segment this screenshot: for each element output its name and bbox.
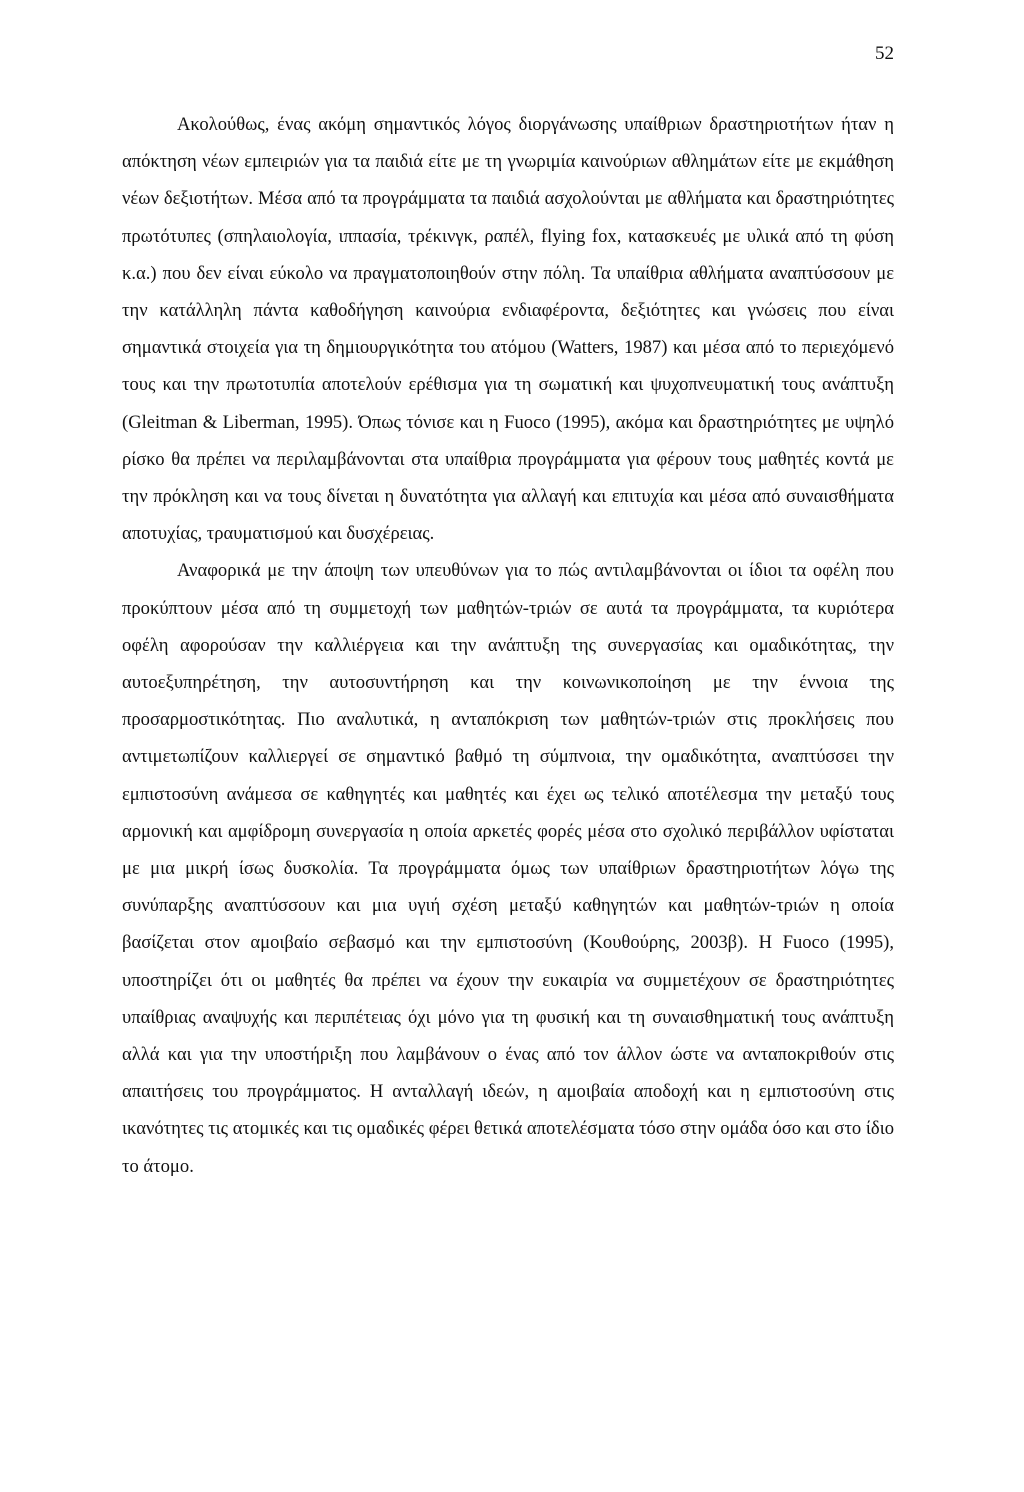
body-text <box>122 106 894 1185</box>
paragraph-1: Ακολούθως, ένας ακόμη σημαντικός λόγος διοργάνωσης υπαίθριων δραστηριοτήτων ήταν η απόκτηση νέων εμπειριών για τα παιδιά είτε με τη γνωριμία καινούριων αθλημάτων είτε με εκμάθηση νέων δεξιοτήτων. Μέσα από τα προγράμματα τα παιδιά ασχολούνται με αθλήματα και δραστηριότητες πρωτότυπες (σπηλαιολογία, ιππασία, τρέκινγκ, ραπέλ, flying fox, κατασκευές με υλικά από τη φύση κ.α.) που δεν είναι εύκολο να πραγματοποιηθούν στην πόλη. Τα υπαίθρια αθλήματα αναπτύσσουν με την κατάλληλη πάντα καθοδήγηση καινούρια ενδιαφέροντα, δεξιότητες και γνώσεις που είναι σημαντικά στοιχεία για τη δημιουργικότητα του ατόμου (Watters, 1987) και μέσα από το περιεχόμενό τους και την πρωτοτυπία αποτελούν ερέθισμα για τη σωματική και ψυχοπνευματική τους ανάπτυξη (Gleitman & Liberman, 1995). Όπως τόνισε και η Fuoco (1995), ακόμα και δραστηριότητες με υψηλό ρίσκο θα πρέπει να περιλαμβάνονται στα υπαίθρια προγράμματα για φέρουν τους μαθητές κοντά με την πρόκληση και να τους δίνεται η δυνατότητα για αλλαγή και επιτυχία και μέσα από συναισθήματα αποτυχίας, τραυματισμού και δυσχέρειας. <box>122 114 894 545</box>
page-number: 52 <box>875 43 894 64</box>
paragraph-2: Αναφορικά με την άποψη των υπευθύνων για το πώς αντιλαμβάνονται οι ίδιοι τα οφέλη που προκύπτουν μέσα από τη συμμετοχή των μαθητών-τριών σε αυτά τα προγράμματα, τα κυριότερα οφέλη αφορούσαν την καλλιέργεια και την ανάπτυξη της συνεργασίας και ομαδικότητας, την αυτοεξυπηρέτηση, την αυτοσυντήρηση και την κοινωνικοποίηση με την έννοια της προσαρμοστικότητας. Πιο αναλυτικά, η ανταπόκριση των μαθητών-τριών στις προκλήσεις που αντιμετωπίζουν καλλιεργεί σε σημαντικό βαθμό τη σύμπνοια, την ομαδικότητα, αναπτύσσει την εμπιστοσύνη ανάμεσα σε καθηγητές και μαθητές και έχει ως τελικό αποτέλεσμα την μεταξύ τους αρμονική και αμφίδρομη συνεργασία η οποία αρκετές φορές μέσα στο σχολικό περιβάλλον υφίσταται με μια μικρή ίσως δυσκολία. Τα προγράμματα όμως των υπαίθριων δραστηριοτήτων λόγω της συνύπαρξης αναπτύσσουν και μια υγιή σχέση μεταξύ καθηγητών και μαθητών-τριών η οποία βασίζεται στον αμοιβαίο σεβασμό και την εμπιστοσύνη (Κουθούρης, 2003β). Η Fuoco (1995), υποστηρίζει ότι οι μαθητές θα πρέπει να έχουν την ευκαιρία να συμμετέχουν σε δραστηριότητες υπαίθριας αναψυχής και περιπέτειας όχι μόνο για τη φυσική και τη συναισθηματική τους ανάπτυξη αλλά και για την υποστήριξη που λαμβάνουν ο ένας από τον άλλον ώστε να ανταποκριθούν στις απαιτήσεις του προγράμματος. Η ανταλλαγή ιδεών, η αμοιβαία αποδοχή και η εμπιστοσύνη στις ικανότητες τις ατομικές και τις ομαδικές φέρει θετικά αποτελέσματα τόσο στην ομάδα όσο και στο ίδιο το άτομο. <box>122 560 894 1177</box>
